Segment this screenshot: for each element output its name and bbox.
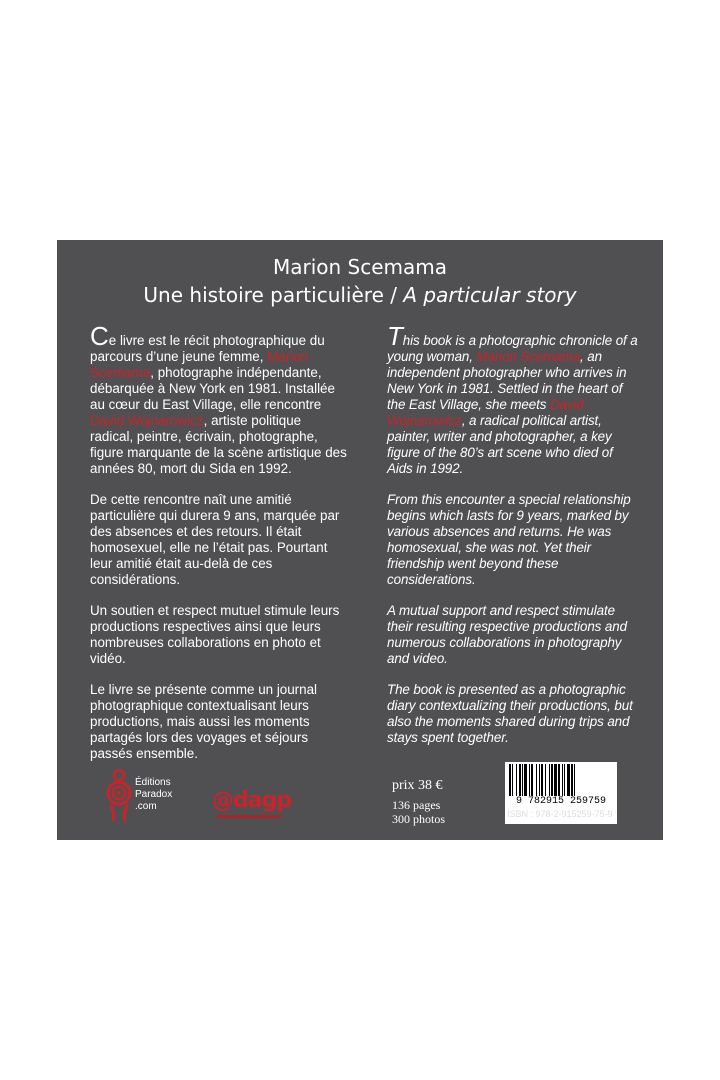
publisher-line: Éditions [135,777,171,788]
paragraph-en-3: A mutual support and respect stimulate their resulting respective productions and numerous collaborations in photography and video. [387,603,627,666]
barcode-bar [541,764,543,796]
text-segment: , a radical political artist, painter, writer and photographer, a key figure of the 80’s art scene who died of Aids in 1992. [387,413,613,476]
book-cover [57,240,663,840]
text-segment: , an independent photographer who arrives in New York in 1981. Settled in the heart of the East Village, she meets [387,349,627,412]
paragraph-en-2: From this encounter a special relationship begins which lasts for 9 years, marked by various absences and returns. He was homosexual, she was not. Yet their friendship went beyond these considerations. [387,492,631,587]
english-text-column [387,321,641,761]
paragraph-fr-1 [90,321,348,477]
barcode-bar [531,764,533,796]
price: prix 38 € [392,778,443,793]
barcode-bar [567,764,570,796]
publisher-line: .com [135,801,157,812]
paragraph-fr-3: Un soutien et respect mutuel stimule leurs productions respectives ainsi que leurs nombreuses collaborations en photo et vidéo. [90,603,340,666]
barcode-bar [539,764,540,796]
title-separator: / [383,283,404,307]
paragraph-en-1 [387,321,641,477]
barcode-bar [519,764,521,796]
book-title [57,282,663,308]
barcode-digits: 9 782915 259759 [505,796,617,807]
barcode-bar [554,764,557,796]
barcode-bar [529,764,530,796]
paragraph-en-4: The book is presented as a photographic diary contextualizing their productions, but also the moments shared during trips and stays spent together. [387,682,633,745]
barcode-bar [522,764,523,796]
adagp-logo: @dagp [212,788,292,813]
title-fr: Une histoire particulière [143,283,384,307]
publisher-line: Paradox [135,789,173,800]
highlight-name: Marion Scemama [90,349,309,380]
barcode-bar [551,764,553,796]
book-stats [392,798,445,826]
author-name: Marion Scemama [272,255,448,279]
barcode-bar [558,764,560,796]
barcode-bar [574,764,575,796]
french-text-column [90,321,348,777]
highlight-name: Marion Scemama [476,349,581,364]
highlight-name: David Wojnarowicz [90,413,204,428]
page-count: 136 pages [392,798,441,812]
spiral-icon [105,767,135,822]
photo-count: 300 photos [392,812,446,826]
adagp-logo-underline [217,815,281,818]
barcode-bar [562,764,563,796]
barcode-bar [512,764,513,796]
barcode-bar [549,764,550,796]
barcode-bar [524,764,527,796]
barcode-bar [516,764,517,796]
barcode-bar [536,764,537,796]
barcode-bar [545,764,546,796]
barcode-bar [564,764,565,796]
barcode-bar [571,764,573,796]
publisher-logo [105,767,205,822]
highlight-name: David Wojnarowicz [387,397,584,428]
text-segment: his book is a photographic chronicle of a young woman, [387,333,638,364]
text-segment: e livre est le récit photographique du parcours d’une jeune femme, [90,333,325,364]
isbn: ISBN : 978-2-915259-75-9 [507,809,613,819]
text-segment: , photographe indépendante, débarquée à New York en 1981. Installée au cœur du East Village, elle rencontre [90,365,335,412]
drop-cap: C [90,321,109,351]
title-en: A particular story [403,283,577,307]
text-segment: , artiste politique radical, peintre, écrivain, photographe, figure marquante de la scène artistique des années 80, mort du Sida en 1992. [90,413,347,476]
paragraph-fr-4: Le livre se présente comme un journal photographique contextualisant leurs productions, mais aussi les moments partagés lors des voyages et séjours passés ensemble. [90,682,318,761]
paragraph-fr-2: De cette rencontre naît une amitié particulière qui durera 9 ans, marquée par des absences et des retours. Il était homosexuel, elle ne l’était pas. Pourtant leur amitié était au-delà de ces considérations. [90,492,340,587]
barcode-bar [509,764,511,796]
drop-cap: T [387,321,403,351]
publisher-name [135,777,172,813]
